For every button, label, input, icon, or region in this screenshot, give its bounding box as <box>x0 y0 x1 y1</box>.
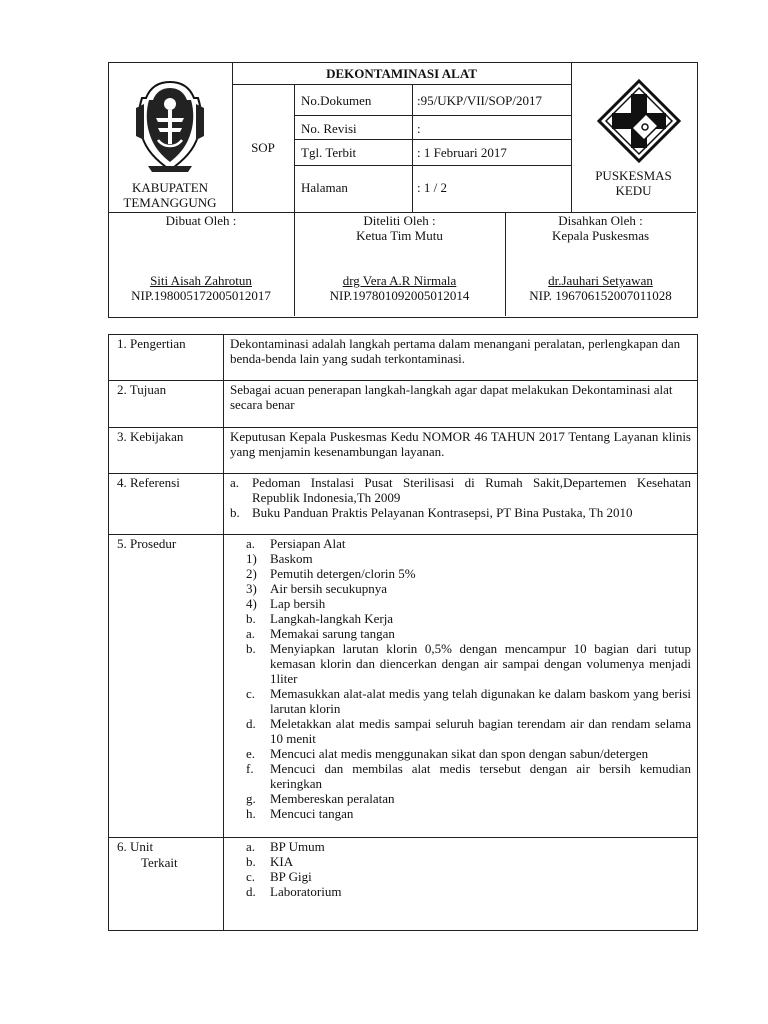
header-block <box>108 62 698 318</box>
signature-diteliti-name: drg Vera A.R Nirmala <box>342 273 457 288</box>
signature-dibuat-nip: NIP.198005172005012017 <box>131 288 271 303</box>
puskesmas-name <box>571 168 696 198</box>
section-prosedur <box>109 535 698 838</box>
section-referensi <box>109 474 698 535</box>
list-item: h. Mencuci tangan <box>246 806 354 821</box>
signature-diteliti <box>294 213 505 303</box>
field-tgl-terbit-label: Tgl. Terbit <box>301 145 357 160</box>
list-item: d. Meletakkan alat medis sampai seluruh bagian terendam air dan rendam selama 10 menit <box>246 716 691 746</box>
section-label: 5. Prosedur <box>109 535 224 838</box>
field-no-revisi-value: : <box>417 121 421 136</box>
signature-dibuat <box>108 213 294 303</box>
sop-label: SOP <box>251 140 275 155</box>
list-item: a. Pedoman Instalasi Pusat Sterilisasi di Rumah Sakit,Departemen Kesehatan Republik Indonesia,Th 2009 <box>230 475 691 505</box>
signature-disahkan-nip: NIP. 196706152007011028 <box>529 288 672 303</box>
list-item: b. Langkah-langkah Kerja <box>246 611 394 626</box>
signature-disahkan <box>505 213 696 303</box>
sop-sections-table <box>108 334 698 931</box>
puskesmas-line1: PUSKESMAS <box>595 168 672 183</box>
signature-dibuat-title: Dibuat Oleh : <box>165 213 237 228</box>
list-item: a. BP Umum <box>246 839 325 854</box>
section-kebijakan <box>109 428 698 474</box>
section-label-line2: Terkait <box>141 855 178 870</box>
signature-dibuat-name: Siti Aisah Zahrotun <box>150 273 252 288</box>
section-text: Sebagai acuan penerapan langkah-langkah agar dapat melakukan Dekontaminasi alat secara benar <box>224 381 698 428</box>
list-item: a. Persiapan Alat <box>246 536 346 551</box>
section-pengertian <box>109 335 698 381</box>
field-no-dokumen-value: :95/UKP/VII/SOP/2017 <box>417 93 542 108</box>
section-label: 2. Tujuan <box>109 381 224 428</box>
section-tujuan <box>109 381 698 428</box>
field-halaman-label: Halaman <box>301 180 348 195</box>
section-label: 3. Kebijakan <box>109 428 224 474</box>
section-label <box>109 838 224 931</box>
list-item: 1) Baskom <box>246 551 313 566</box>
field-tgl-terbit-value: : 1 Februari 2017 <box>417 145 507 160</box>
signature-diteliti-subtitle: Ketua Tim Mutu <box>356 228 443 243</box>
document-title: DEKONTAMINASI ALAT <box>326 66 477 81</box>
list-item: f. Mencuci dan membilas alat medis tersebut dengan air bersih kemudian keringkan <box>246 761 691 791</box>
section-text: Keputusan Kepala Puskesmas Kedu NOMOR 46 TAHUN 2017 Tentang Layanan klinis yang menjamin kesenambungan layanan. <box>224 428 698 474</box>
signature-disahkan-title: Disahkan Oleh : <box>558 213 643 228</box>
list-item: 3) Air bersih secukupnya <box>246 581 387 596</box>
section-unit-terkait <box>109 838 698 931</box>
list-item: c. Memasukkan alat-alat medis yang telah digunakan ke dalam baskom yang berisi larutan klorin <box>246 686 691 716</box>
list-item: d. Laboratorium <box>246 884 342 899</box>
signature-disahkan-name: dr.Jauhari Setyawan <box>548 273 653 288</box>
field-no-dokumen-label: No.Dokumen <box>301 93 372 108</box>
signature-disahkan-subtitle: Kepala Puskesmas <box>551 228 650 243</box>
list-item: b. Buku Panduan Praktis Pelayanan Kontrasepsi, PT Bina Pustaka, Th 2010 <box>230 505 633 520</box>
section-label-line1: 6. Unit <box>117 839 154 854</box>
puskesmas-line2: KEDU <box>615 183 652 198</box>
section-label: 4. Referensi <box>109 474 224 535</box>
list-item: 4) Lap bersih <box>246 596 326 611</box>
signature-diteliti-title: Diteliti Oleh : <box>363 213 436 228</box>
kabupaten-name <box>108 180 232 210</box>
section-label: 1. Pengertian <box>109 335 224 381</box>
section-text: Dekontaminasi adalah langkah pertama dalam menangani peralatan, perlengkapan dan benda-benda lain yang sudah terkontaminasi. <box>224 335 698 381</box>
field-halaman-value: : 1 / 2 <box>417 180 447 195</box>
puskesmas-logo <box>596 78 682 164</box>
kabupaten-line2: TEMANGGUNG <box>123 195 217 210</box>
list-item: b. Menyiapkan larutan klorin 0,5% dengan mencampur 10 bagian dari tutup kemasan klorin dan diencerkan dengan air sampai dengan volumenya menjadi 1liter <box>246 641 691 686</box>
kabupaten-temanggung-crest <box>128 78 212 174</box>
list-item: b. KIA <box>246 854 294 869</box>
list-item: 2) Pemutih detergen/clorin 5% <box>246 566 416 581</box>
field-no-revisi-label: No. Revisi <box>301 121 357 136</box>
list-item: g. Membereskan peralatan <box>246 791 395 806</box>
kabupaten-line1: KABUPATEN <box>131 180 209 195</box>
list-item: c. BP Gigi <box>246 869 312 884</box>
list-item: e. Mencuci alat medis menggunakan sikat dan spon dengan sabun/detergen <box>246 746 649 761</box>
signature-diteliti-nip: NIP.197801092005012014 <box>329 288 470 303</box>
list-item: a. Memakai sarung tangan <box>246 626 395 641</box>
